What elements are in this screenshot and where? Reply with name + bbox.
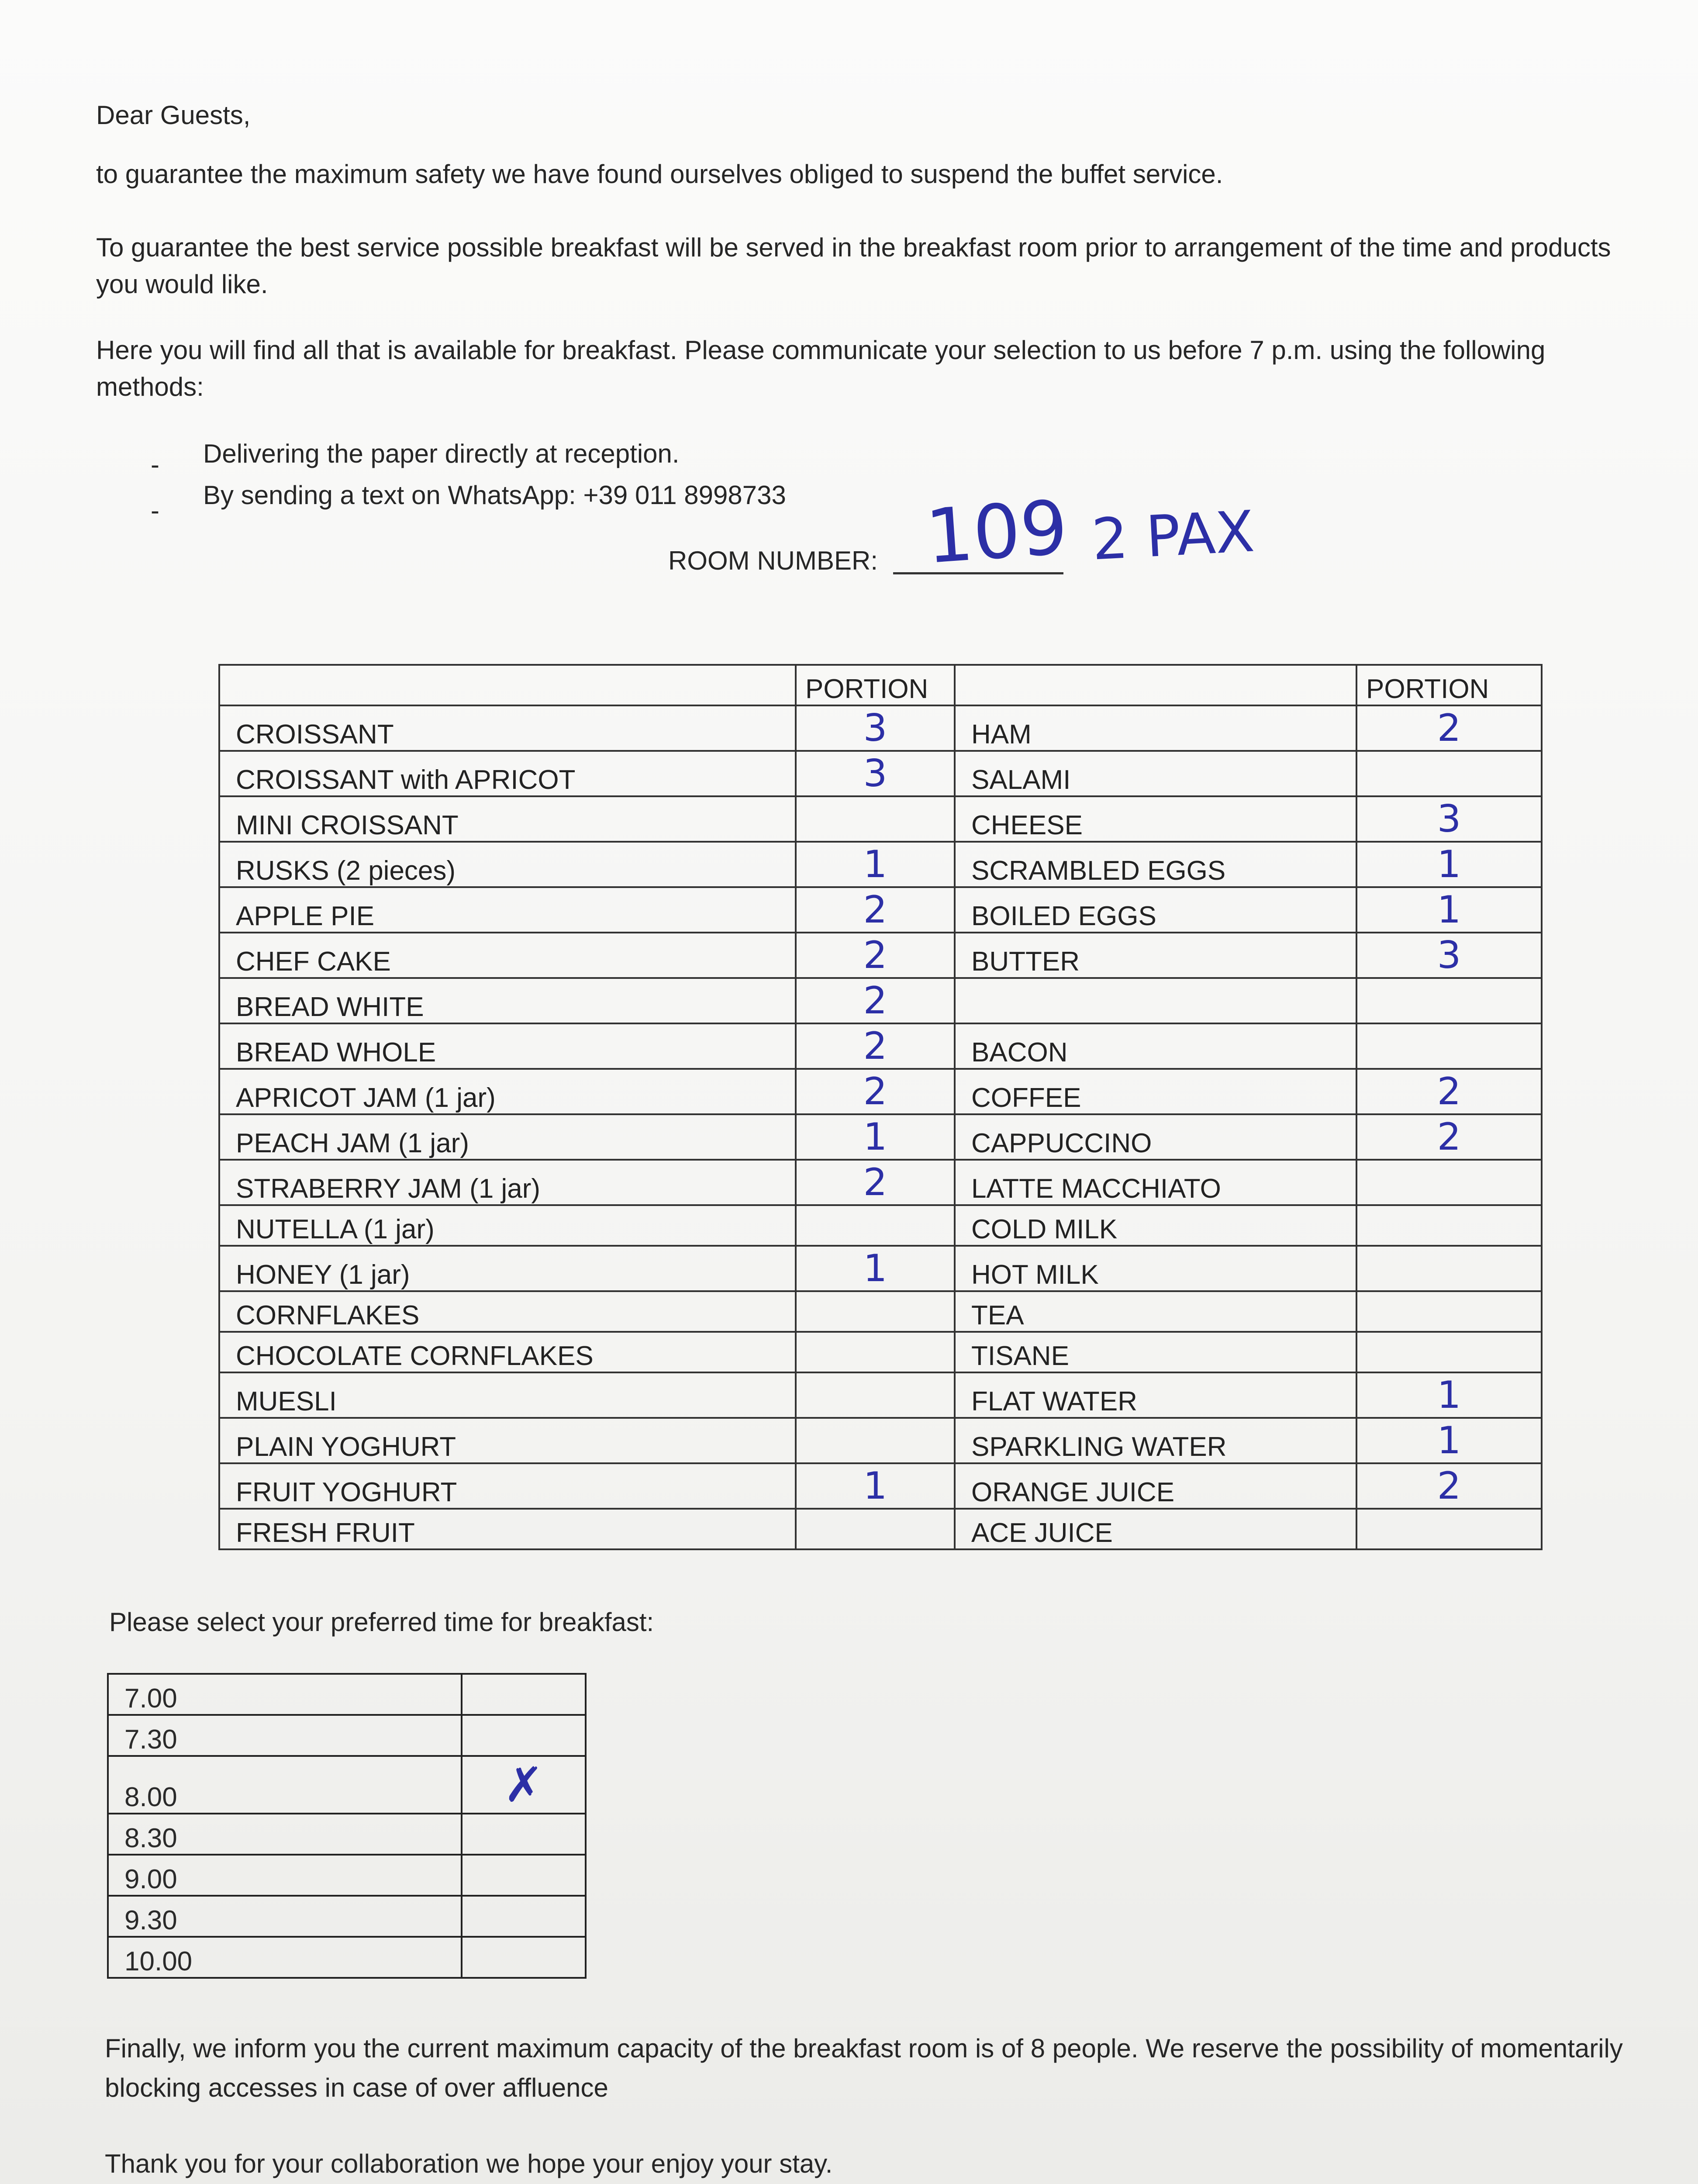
menu-item-left: FRUIT YOGHURT	[219, 1463, 796, 1509]
menu-row	[219, 933, 1542, 978]
time-row	[108, 1674, 586, 1715]
time-row	[108, 1756, 586, 1814]
menu-item-right: CHEESE	[955, 796, 1356, 842]
menu-row	[219, 1160, 1542, 1205]
time-prompt: Please select your preferred time for breakfast:	[109, 1607, 654, 1637]
portion-left-value: 2	[796, 933, 955, 978]
menu-row	[219, 751, 1542, 796]
paragraph-suspend: to guarantee the maximum safety we have found ourselves obliged to suspend the buffet service.	[96, 159, 1223, 189]
time-slot-label: 8.00	[108, 1756, 462, 1814]
menu-item-left: CORNFLAKES	[219, 1291, 796, 1332]
menu-item-right: ORANGE JUICE	[955, 1463, 1356, 1509]
menu-row	[219, 1332, 1542, 1372]
menu-item-right: TISANE	[955, 1332, 1356, 1372]
menu-item-right: SALAMI	[955, 751, 1356, 796]
menu-row	[219, 1205, 1542, 1246]
method-dash-1: -	[151, 450, 159, 479]
breakfast-time-table	[107, 1673, 587, 1979]
portion-left-value	[796, 796, 955, 842]
breakfast-menu-table	[218, 664, 1543, 1550]
portion-header-right: PORTION	[1356, 665, 1542, 705]
portion-left-value: 1	[796, 1463, 955, 1509]
capacity-notice: Finally, we inform you the current maximum capacity of the breakfast room is of 8 people. We reserve the possibility of momentarily blocking accesses in case of over affluence	[105, 2034, 1623, 2102]
menu-item-left: CHEF CAKE	[219, 933, 796, 978]
portion-left-value: 2	[796, 1069, 955, 1114]
paragraph-instructions: Here you will find all that is available for breakfast. Please communicate your selection to us before 7 p.m. using the following methods:	[96, 335, 1546, 401]
menu-row	[219, 1463, 1542, 1509]
menu-item-right: ACE JUICE	[955, 1509, 1356, 1549]
portion-left-value	[796, 1205, 955, 1246]
menu-row	[219, 705, 1542, 751]
portion-right-value	[1356, 1246, 1542, 1291]
time-row	[108, 1896, 586, 1937]
menu-item-left: STRABERRY JAM (1 jar)	[219, 1160, 796, 1205]
portion-right-value	[1356, 751, 1542, 796]
menu-item-left: RUSKS (2 pieces)	[219, 842, 796, 887]
menu-item-left: APPLE PIE	[219, 887, 796, 933]
room-number-value: 109	[923, 484, 1070, 581]
menu-item-right: HOT MILK	[955, 1246, 1356, 1291]
menu-row	[219, 1418, 1542, 1463]
time-slot-label: 7.30	[108, 1715, 462, 1756]
menu-row	[219, 1372, 1542, 1418]
menu-item-right: BACON	[955, 1023, 1356, 1069]
menu-item-right	[955, 978, 1356, 1023]
menu-item-right: CAPPUCCINO	[955, 1114, 1356, 1160]
portion-right-value: 3	[1356, 796, 1542, 842]
menu-item-left: CHOCOLATE CORNFLAKES	[219, 1332, 796, 1372]
menu-item-left: CROISSANT	[219, 705, 796, 751]
menu-item-left: BREAD WHITE	[219, 978, 796, 1023]
menu-item-left: FRESH FRUIT	[219, 1509, 796, 1549]
time-slot-label: 8.30	[108, 1814, 462, 1855]
room-number-label: ROOM NUMBER:	[668, 546, 878, 575]
menu-row	[219, 1114, 1542, 1160]
portion-right-value: 2	[1356, 1114, 1542, 1160]
portion-right-value: 2	[1356, 1069, 1542, 1114]
menu-row	[219, 1291, 1542, 1332]
portion-left-value	[796, 1291, 955, 1332]
portion-left-value: 2	[796, 978, 955, 1023]
portion-left-value: 3	[796, 705, 955, 751]
time-row	[108, 1715, 586, 1756]
portion-left-value	[796, 1509, 955, 1549]
portion-left-value: 1	[796, 1246, 955, 1291]
time-slot-label: 10.00	[108, 1937, 462, 1978]
portion-right-value: 1	[1356, 887, 1542, 933]
time-row	[108, 1814, 586, 1855]
time-slot-mark	[462, 1715, 586, 1756]
pax-note: 2 PAX	[1090, 498, 1256, 573]
time-slot-label: 7.00	[108, 1674, 462, 1715]
menu-item-left: NUTELLA (1 jar)	[219, 1205, 796, 1246]
menu-row	[219, 1509, 1542, 1549]
portion-right-value	[1356, 1332, 1542, 1372]
portion-right-value: 1	[1356, 842, 1542, 887]
thank-you: Thank you for your collaboration we hope your enjoy your stay.	[105, 2149, 833, 2178]
portion-left-value	[796, 1372, 955, 1418]
menu-item-left: PLAIN YOGHURT	[219, 1418, 796, 1463]
time-row	[108, 1855, 586, 1896]
time-slot-mark: ✗	[462, 1756, 586, 1814]
method-reception: Delivering the paper directly at reception.	[203, 439, 680, 468]
portion-left-value: 3	[796, 751, 955, 796]
portion-left-value: 1	[796, 842, 955, 887]
menu-item-left: HONEY (1 jar)	[219, 1246, 796, 1291]
menu-row	[219, 887, 1542, 933]
menu-item-left: MINI CROISSANT	[219, 796, 796, 842]
portion-left-value: 1	[796, 1114, 955, 1160]
method-dash-2: -	[151, 496, 159, 525]
menu-row	[219, 1069, 1542, 1114]
portion-header-left: PORTION	[796, 665, 955, 705]
menu-row	[219, 1023, 1542, 1069]
menu-item-left: BREAD WHOLE	[219, 1023, 796, 1069]
portion-right-value: 1	[1356, 1418, 1542, 1463]
menu-item-right: TEA	[955, 1291, 1356, 1332]
menu-item-right: SCRAMBLED EGGS	[955, 842, 1356, 887]
portion-right-value	[1356, 1160, 1542, 1205]
menu-item-right: BOILED EGGS	[955, 887, 1356, 933]
time-row	[108, 1937, 586, 1978]
menu-item-right: LATTE MACCHIATO	[955, 1160, 1356, 1205]
menu-header-row	[219, 665, 1542, 705]
portion-left-value	[796, 1418, 955, 1463]
portion-left-value	[796, 1332, 955, 1372]
menu-item-left: APRICOT JAM (1 jar)	[219, 1069, 796, 1114]
menu-item-right: SPARKLING WATER	[955, 1418, 1356, 1463]
menu-row	[219, 796, 1542, 842]
portion-right-value	[1356, 1205, 1542, 1246]
time-slot-mark	[462, 1855, 586, 1896]
time-slot-mark	[462, 1937, 586, 1978]
menu-item-right: COLD MILK	[955, 1205, 1356, 1246]
portion-right-value	[1356, 978, 1542, 1023]
menu-item-right: FLAT WATER	[955, 1372, 1356, 1418]
menu-row	[219, 1246, 1542, 1291]
menu-item-right: BUTTER	[955, 933, 1356, 978]
time-slot-mark	[462, 1896, 586, 1937]
menu-row	[219, 978, 1542, 1023]
greeting: Dear Guests,	[96, 100, 251, 130]
menu-item-right: HAM	[955, 705, 1356, 751]
portion-right-value: 2	[1356, 1463, 1542, 1509]
time-slot-label: 9.00	[108, 1855, 462, 1896]
paragraph-service: To guarantee the best service possible breakfast will be served in the breakfast room prior to arrangement of the time and products you would like.	[96, 233, 1611, 299]
portion-left-value: 2	[796, 887, 955, 933]
time-slot-mark	[462, 1674, 586, 1715]
portion-right-value: 3	[1356, 933, 1542, 978]
menu-item-right: COFFEE	[955, 1069, 1356, 1114]
portion-right-value: 2	[1356, 705, 1542, 751]
menu-row	[219, 842, 1542, 887]
portion-right-value	[1356, 1509, 1542, 1549]
method-whatsapp: By sending a text on WhatsApp: +39 011 8998733	[203, 480, 786, 510]
menu-item-left: MUESLI	[219, 1372, 796, 1418]
time-slot-mark	[462, 1814, 586, 1855]
portion-left-value: 2	[796, 1023, 955, 1069]
portion-right-value: 1	[1356, 1372, 1542, 1418]
menu-item-left: PEACH JAM (1 jar)	[219, 1114, 796, 1160]
menu-header-blank	[219, 665, 796, 705]
menu-item-left: CROISSANT with APRICOT	[219, 751, 796, 796]
menu-header-blank-right	[955, 665, 1356, 705]
portion-left-value: 2	[796, 1160, 955, 1205]
portion-right-value	[1356, 1023, 1542, 1069]
time-slot-label: 9.30	[108, 1896, 462, 1937]
portion-right-value	[1356, 1291, 1542, 1332]
